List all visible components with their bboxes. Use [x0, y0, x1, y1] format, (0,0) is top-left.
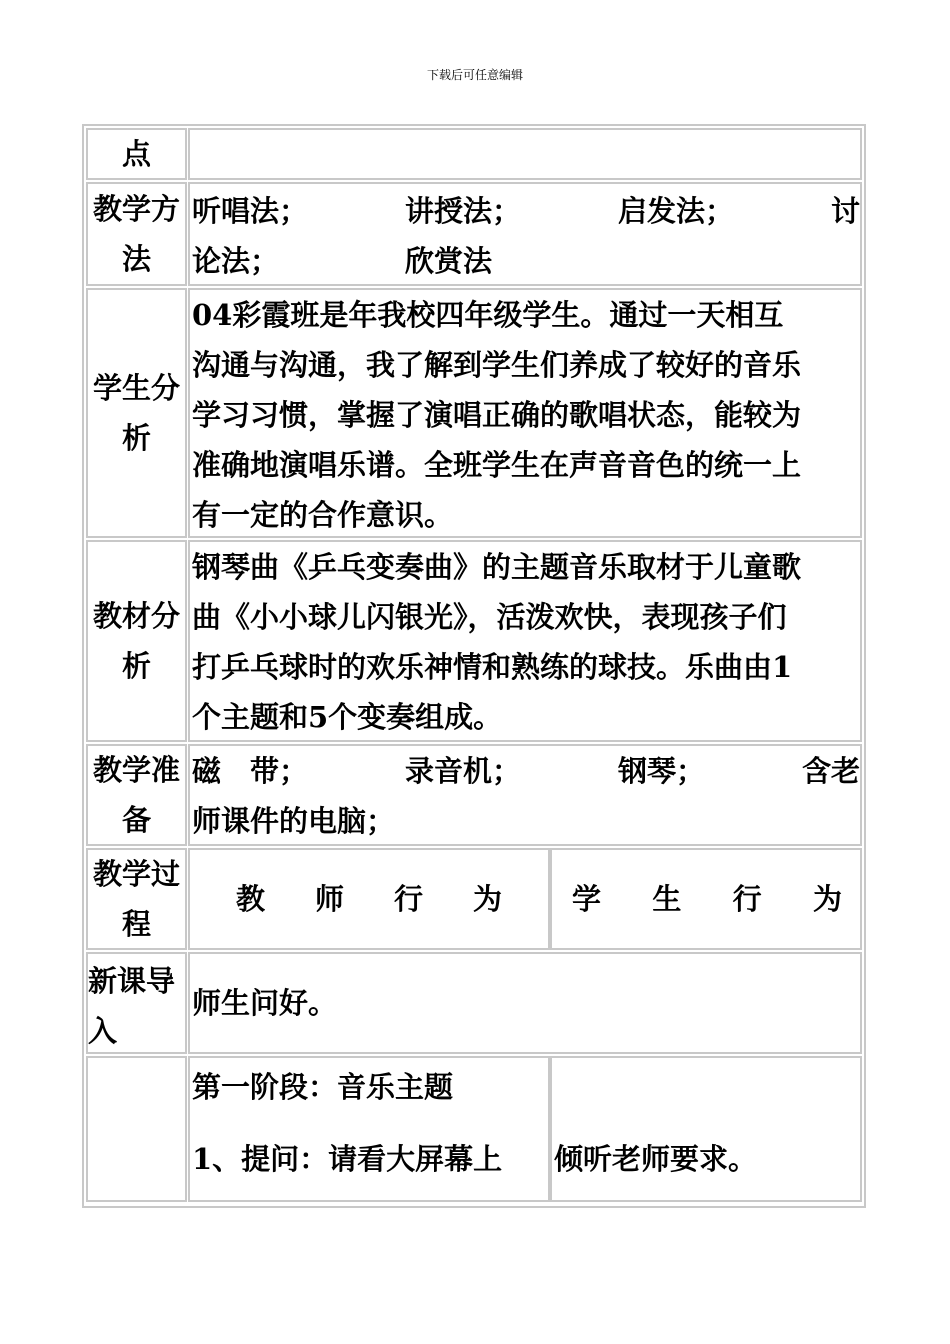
teacher-behavior-header: 教 师 行 为: [188, 848, 550, 950]
row-label-teaching-preparation: 教学准备: [86, 744, 187, 846]
row-content-teaching-methods: [188, 182, 862, 286]
row-label-teaching-process: 教学过程: [86, 848, 187, 950]
stage-one-teacher-content: 第一阶段：音乐主题 1、提问：请看大屏幕上: [188, 1056, 550, 1202]
row-label-material-analysis: 教材分析: [86, 540, 187, 742]
row-content-point: [188, 128, 862, 180]
row-label-stage-one: [86, 1056, 187, 1202]
row-label-new-lesson-intro: 新课导入: [86, 952, 187, 1054]
row-content-material-analysis: 钢琴曲《乒乓变奏曲》的主题音乐取材于儿童歌 曲《小小球儿闪银光》，活泼欢快，表现孩子们 打乒乓球时的欢乐神情和熟练的球技。乐曲由1 个主题和5个变奏组成。: [188, 540, 862, 742]
page-header: 下载后可任意编辑: [426, 68, 523, 82]
row-label-student-analysis: 学生分析: [86, 288, 187, 538]
row-label-teaching-methods: 教学方法: [86, 182, 187, 286]
prep-line-1: 磁 带； 录音机； 钢琴； 含老: [192, 754, 860, 788]
stage-one-student-content: 倾听老师要求。: [550, 1056, 862, 1202]
row-label-point: 点: [86, 128, 187, 180]
row-content-student-analysis: 04彩霞班是年我校四年级学生。通过一天相互 沟通与沟通，我了解到学生们养成了较好的音乐 学习习惯，掌握了演唱正确的歌唱状态，能较为 准确地演唱乐谱。全班学生在声音音色的统一上 有一定的合作意识。: [188, 288, 862, 538]
methods-line-2: 论法； 欣赏法: [192, 244, 493, 278]
methods-line-1: 听唱法； 讲授法； 启发法； 讨: [192, 194, 860, 228]
row-content-teaching-preparation: 磁 带； 录音机； 钢琴； 含老 师课件的电脑；: [188, 744, 862, 846]
student-behavior-header: 学 生 行 为: [550, 848, 862, 950]
row-content-new-lesson-intro: 师生问好。: [188, 952, 862, 1054]
